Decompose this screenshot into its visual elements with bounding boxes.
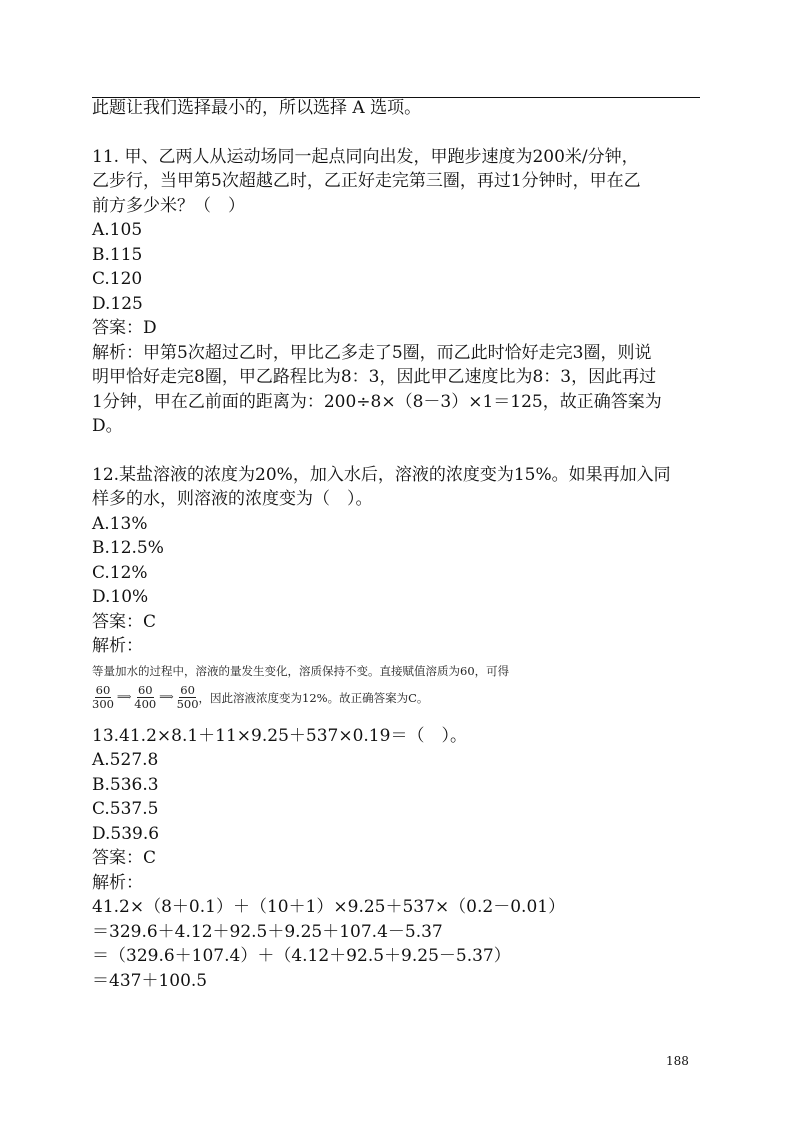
q12-stem-line: 12.某盐溶液的浓度为20%，加入水后，溶液的浓度变为15%。如果再加入同 bbox=[92, 464, 671, 485]
q13-option-b: B.536.3 bbox=[92, 774, 159, 795]
q12-option-d: D.10% bbox=[92, 587, 149, 607]
q12-option-b: B.12.5% bbox=[92, 538, 164, 558]
fraction: $\frac{60}{300}$ bbox=[92, 683, 114, 711]
q11-analysis-line: 解析：甲第5次超过乙时，甲比乙多走了5圈，而乙此时恰好走完3圈，则说 bbox=[92, 342, 652, 363]
q12-fraction-tail: ，因此溶液浓度变为12%。故正确答案为C。 bbox=[198, 690, 429, 705]
fraction: $\frac{60}{500}$ bbox=[176, 683, 199, 711]
q11-stem-line: 11. 甲、乙两人从运动场同一起点同向出发，甲跑步速度为200米/分钟， bbox=[92, 146, 639, 167]
q11-option-b: B.115 bbox=[92, 244, 143, 265]
q13-analysis-line: ＝（329.6＋107.4）＋（4.12＋92.5＋9.25－5.37） bbox=[92, 946, 511, 966]
q11-stem-line: 前方多少米？（ ） bbox=[92, 195, 245, 216]
q11-analysis-line: 明甲恰好走完8圈，甲乙路程比为8：3，因此甲乙速度比为8：3，因此再过 bbox=[92, 367, 657, 387]
q13-answer: 答案：C bbox=[92, 848, 157, 868]
q13-analysis-line: ＝437＋100.5 bbox=[92, 970, 208, 991]
fraction: $\frac{60}{400}$ bbox=[134, 683, 157, 711]
q12-analysis-label: 解析： bbox=[92, 636, 143, 656]
q12-answer: 答案：C bbox=[92, 611, 157, 632]
q12-option-a: A.13% bbox=[92, 513, 148, 534]
q13-option-a: A.527.8 bbox=[92, 750, 159, 770]
question-13 bbox=[92, 724, 702, 994]
q11-option-d: D.125 bbox=[92, 293, 143, 314]
question-11 bbox=[92, 145, 702, 439]
question-12 bbox=[92, 463, 702, 716]
q11-option-c: C.120 bbox=[92, 269, 143, 289]
q13-option-d: D.539.6 bbox=[92, 823, 160, 844]
q13-stem: 13.41.2×8.1＋11×9.25＋537×0.19＝（ ）。 bbox=[92, 725, 467, 746]
previous-analysis-tail: 此题让我们选择最小的，所以选择 A 选项。 bbox=[92, 98, 422, 118]
arrow-icon: ⟹ bbox=[116, 692, 132, 703]
q12-analysis-text: 等量加水的过程中，溶液的量发生变化，溶质保持不变。直接赋值溶质为60，可得 bbox=[92, 663, 510, 678]
q13-analysis-label: 解析： bbox=[92, 872, 143, 893]
q13-analysis-line: 41.2×（8＋0.1）＋（10＋1）×9.25＋537×（0.2－0.01） bbox=[92, 897, 566, 917]
q11-analysis-line: D。 bbox=[92, 416, 123, 436]
q12-option-c: C.12% bbox=[92, 562, 148, 583]
q13-analysis-line: ＝329.6＋4.12＋92.5＋9.25＋107.4－5.37 bbox=[92, 921, 443, 942]
q13-option-c: C.537.5 bbox=[92, 799, 159, 819]
page-number: 188 bbox=[666, 1054, 689, 1068]
arrow-icon: ⟹ bbox=[159, 692, 174, 703]
page-content bbox=[92, 96, 702, 993]
q12-fraction-chain bbox=[92, 680, 702, 716]
q11-analysis-line: 1分钟，甲在乙前面的距离为：200÷8×（8－3）×1＝125，故正确答案为 bbox=[92, 391, 662, 412]
q11-answer: 答案：D bbox=[92, 318, 157, 338]
q12-stem-line: 样多的水，则溶液的浓度变为（ ）。 bbox=[92, 489, 373, 509]
q11-option-a: A.105 bbox=[92, 220, 143, 240]
q11-stem-line: 乙步行，当甲第5次超越乙时，乙正好走完第三圈，再过1分钟时，甲在乙 bbox=[92, 171, 641, 191]
